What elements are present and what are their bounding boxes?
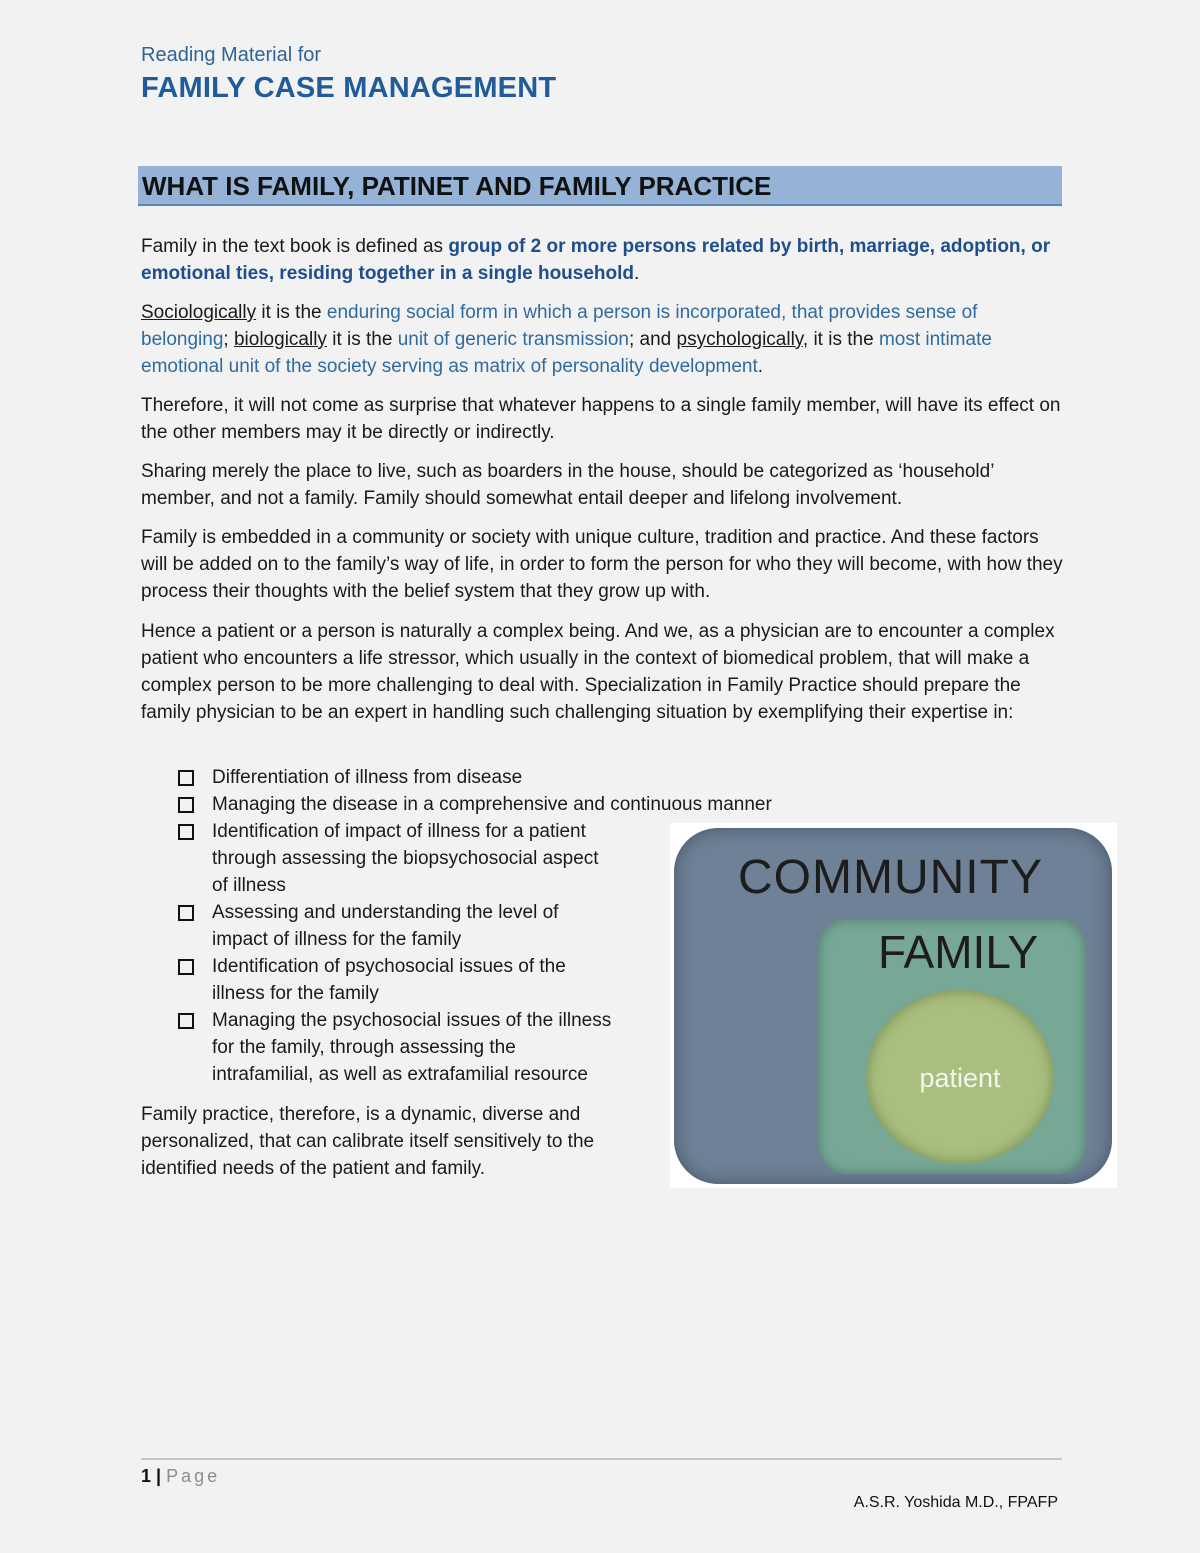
checkbox-icon [178, 1013, 194, 1029]
section-title: WHAT IS FAMILY, PATINET AND FAMILY PRACTICE [142, 171, 772, 201]
footer-divider [141, 1458, 1062, 1460]
paragraph-community: Family is embedded in a community or society with unique culture, tradition and practice. And these factors will be added on to the family’s way of life, in order to form the person for who they will become, with how they process their thoughts with the belief system that they grow up with. [141, 527, 1063, 602]
term-sociologically: Sociologically [141, 302, 257, 323]
checkbox-icon [178, 959, 194, 975]
page-number: 1 | Page [141, 1466, 221, 1486]
checkbox-icon [178, 770, 194, 786]
patient-circle [866, 990, 1054, 1164]
community-family-patient-diagram [670, 823, 1117, 1188]
paragraph-complex-patient: Hence a patient or a person is naturally a complex being. And we, as a physician are to encounter a complex patient who encounters a life stressor, which usually in the context of biomedical problem, that will make a complex person to be more challenging to deal with. Specialization in Family Practice should prepare the family physician to be an expert in handling such challenging situation by exemplifying their expertise in: [141, 621, 1055, 723]
footer-author: A.S.R. Yoshida M.D., FPAFP [853, 1494, 1058, 1511]
list-item: Identification of psychosocial issues of the illness for the family [178, 953, 772, 1007]
term-biologically: biologically [233, 329, 327, 350]
list-item: Assessing and understanding the level of impact of illness for the family [178, 899, 772, 953]
patient-label: patient [919, 1063, 1001, 1093]
community-label: COMMUNITY [738, 851, 1043, 904]
term-psychologically: psychologically [676, 329, 803, 350]
list-item: Managing the psychosocial issues of the illness for the family, through assessing the intrafamilial, as well as extrafamilial resource [178, 1007, 772, 1088]
community-box [674, 828, 1112, 1184]
header-subtitle: Reading Material for [141, 44, 322, 66]
paragraph-closing: Family practice, therefore, is a dynamic, diverse and personalized, that can calibrate itself sensitively to the identified needs of the patient and family. [141, 1104, 595, 1179]
family-label: FAMILY [878, 926, 1039, 978]
paragraph-definition: Family in the text book is defined as group of 2 or more persons related by birth, marriage, adoption, or emotional ties, residing together in a single household. [141, 236, 1051, 284]
list-item: Differentiation of illness from disease [178, 764, 772, 791]
checkbox-icon [178, 797, 194, 813]
list-item: Identification of impact of illness for a patient through assessing the biopsychosocial aspect of illness [178, 818, 772, 899]
section-heading-bar [138, 166, 1062, 206]
paragraph-dimensions: Sociologically it is the enduring social form in which a person is incorporated, that provides sense of belonging; biologically it is the unit of generic transmission; and psychologically, it is the most intimate emotional unit of the society serving as matrix of personality development. [141, 302, 992, 377]
definition-highlight: group of 2 or more persons related by birth, marriage, adoption, or emotional ties, residing together in a single household [141, 236, 1051, 284]
checkbox-icon [178, 905, 194, 921]
header-title: FAMILY CASE MANAGEMENT [141, 72, 557, 104]
list-item: Managing the disease in a comprehensive and continuous manner [178, 791, 772, 818]
paragraph-effect: Therefore, it will not come as surprise that whatever happens to a single family member, will have its effect on the other members may it be directly or indirectly. [141, 395, 1061, 443]
checkbox-icon [178, 824, 194, 840]
family-box [818, 919, 1086, 1174]
paragraph-household: Sharing merely the place to live, such as boarders in the house, should be categorized as ‘household’ member, and not a family. Family should somewhat entail deeper and lifelong involvement. [141, 461, 994, 509]
